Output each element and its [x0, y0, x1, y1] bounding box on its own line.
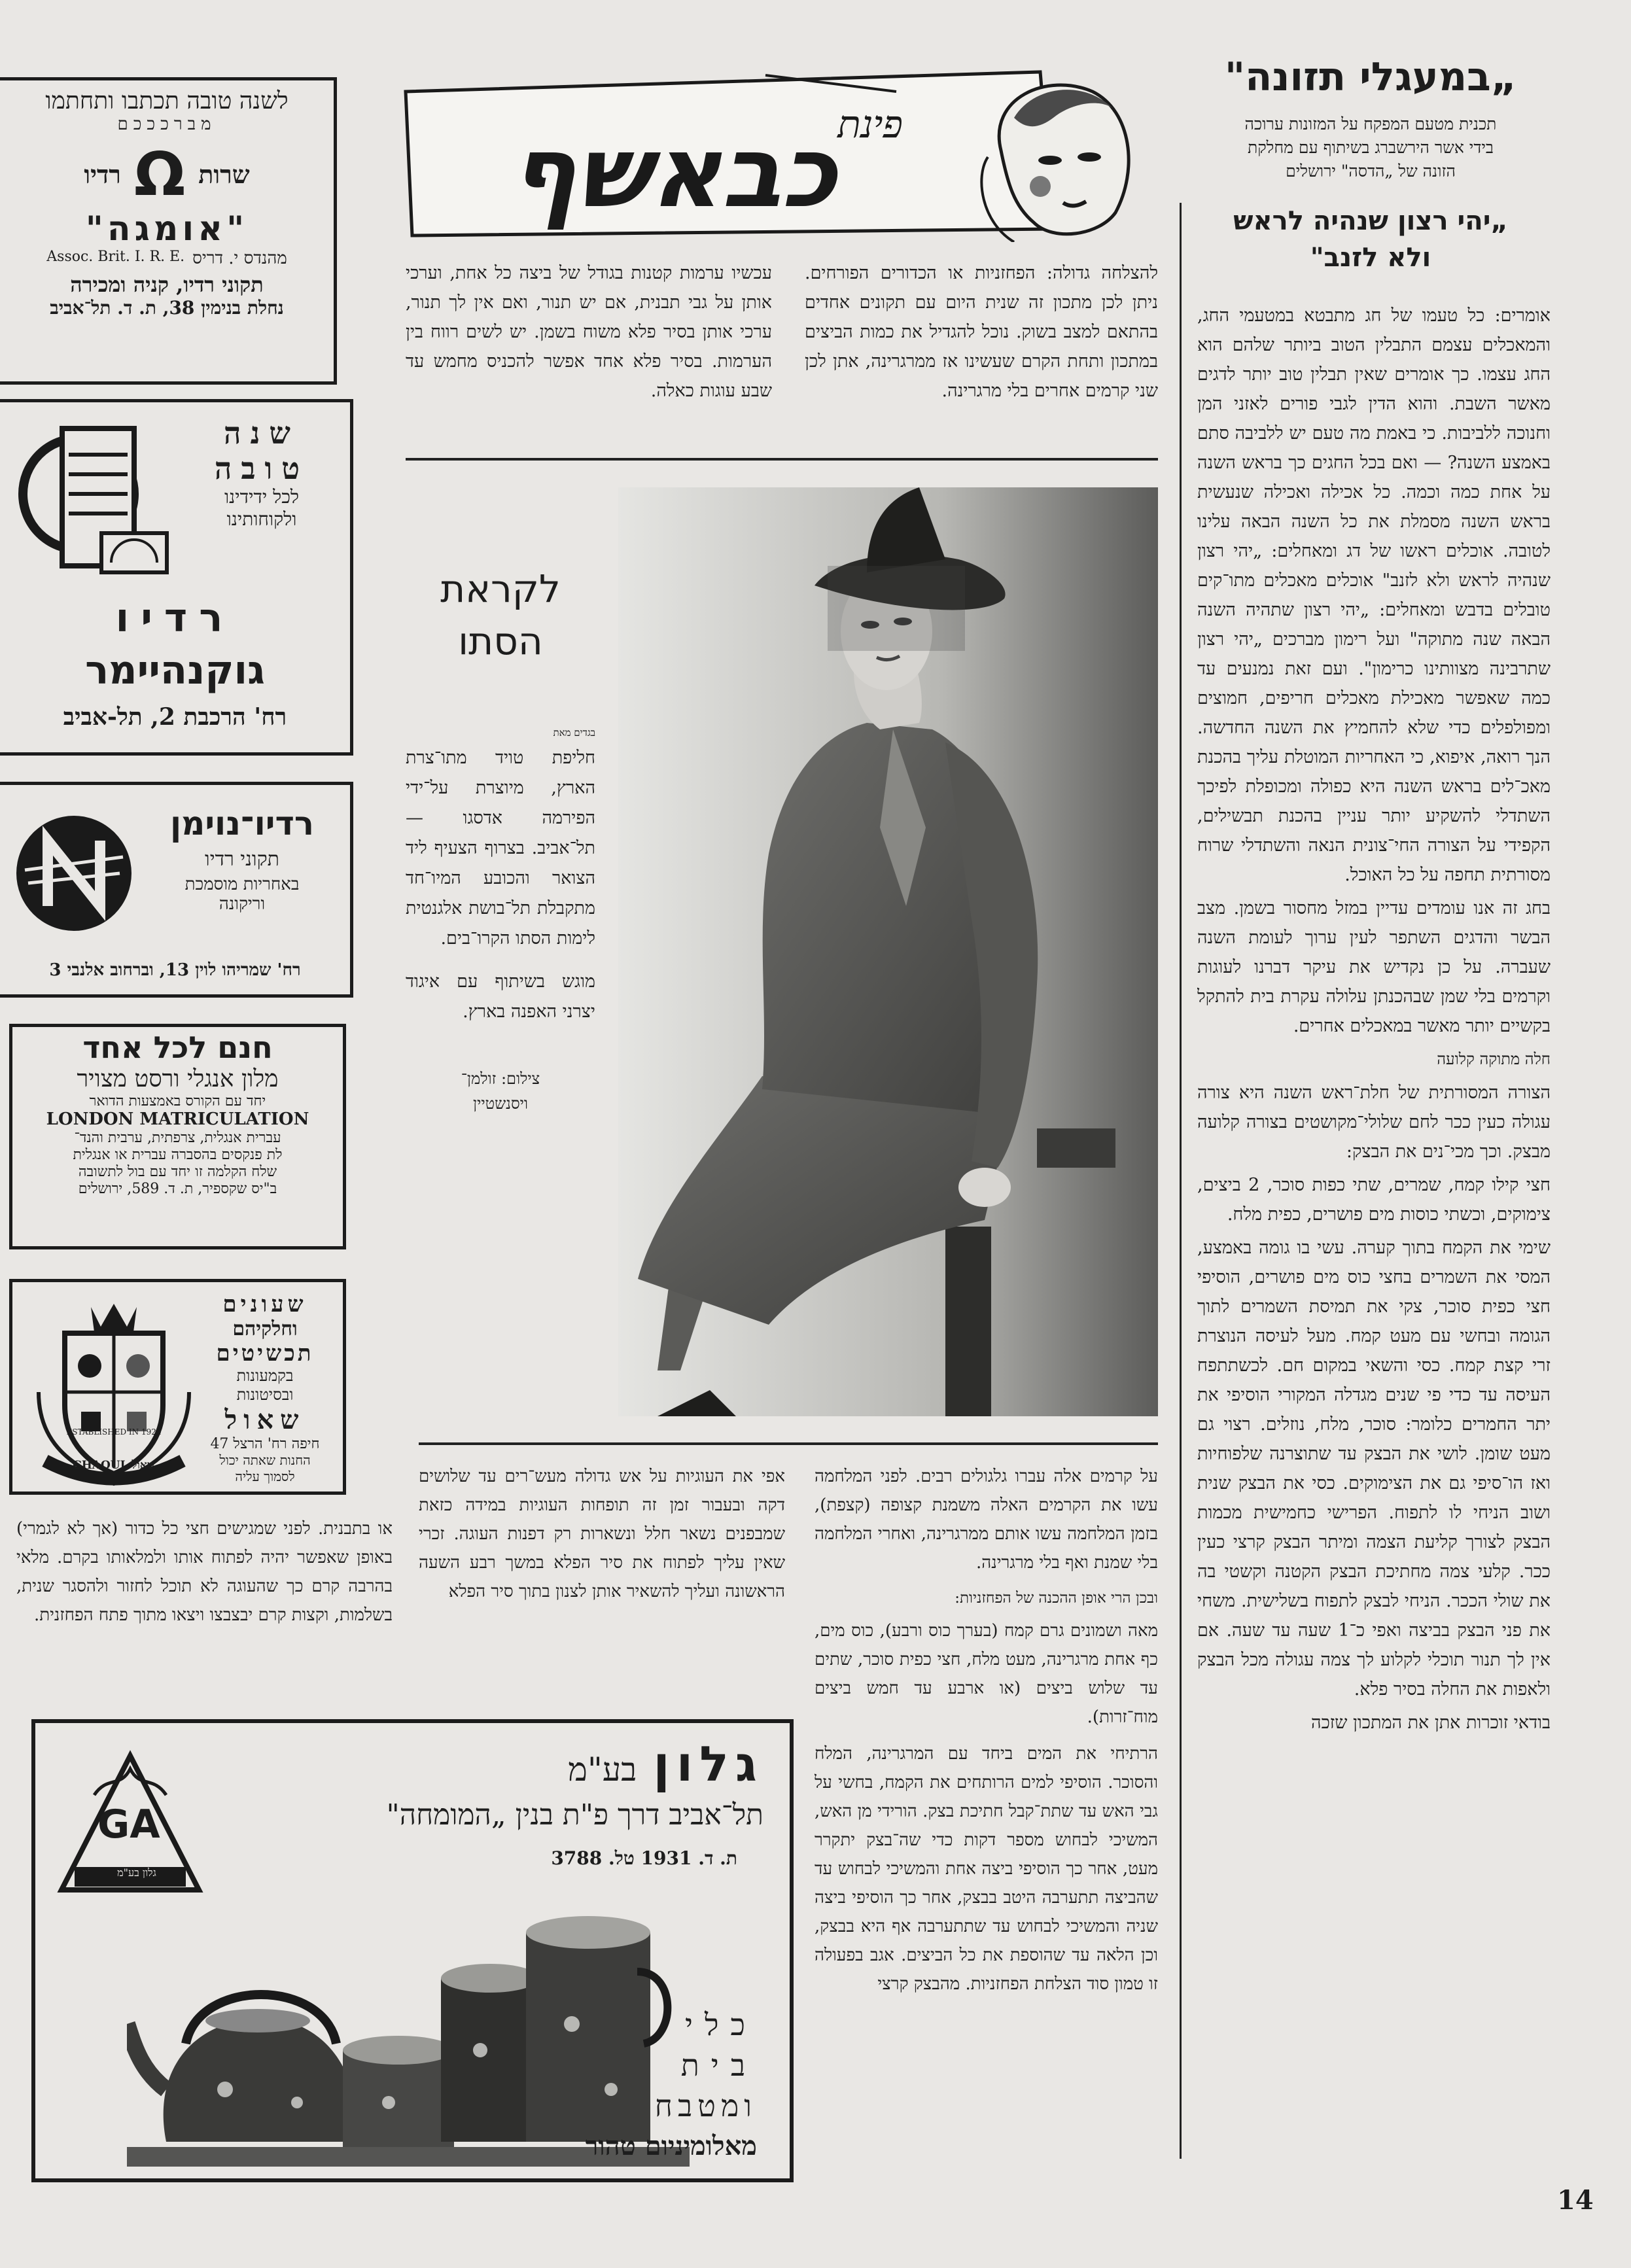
omega-radio: רדיו: [84, 159, 121, 189]
omega-service: שרות: [198, 159, 250, 189]
caption-title-line: לקראת: [440, 567, 561, 611]
galon-tag3: ומטבח: [654, 2088, 757, 2123]
article-title-line: ולא לזנב": [1310, 243, 1431, 273]
gok-text: [186, 415, 337, 531]
subtitle-line: הזונה של „הדסה" ירושלים: [1286, 162, 1456, 181]
gok-line4: ולקוחותינו: [226, 508, 297, 530]
caption-title-line: הסתו: [458, 619, 543, 663]
subhead: חלה מתוקה קלועה: [1437, 1050, 1551, 1068]
caption-body-2: מוגש בשיתוף עם איגוד יצרני האפנה בארץ.: [406, 971, 595, 1022]
omega-engineer-row: [0, 249, 334, 268]
gok-radio: רדיו: [115, 595, 235, 641]
bottom-left-col: אפי את העוגיות על אש גדולה מעש־רים עד שלושים דקה ובעבור זמן זה תופחות העוגיות במידה כזאת שמבפנים נשאר חלל ונשארות רק דפנות העוגה. זכרי שאין עליך לפתוח את סיר הפלא במשך רבע השעה הראשונה ועליך להשאיר אותן לצנון בתוך סיר הפלא: [419, 1467, 785, 1601]
paragraph: בודאי זוכרות אתן את המתכון שזכה: [1311, 1713, 1551, 1733]
chaoul-crest-name: CHAOUL·שאול: [73, 1459, 155, 1472]
galon-phone: ת. ד. 1931 טל. 3788: [551, 1847, 737, 1869]
chaoul-established: ESTABLISHED IN 1924: [66, 1427, 162, 1437]
noiman-text: [144, 805, 340, 914]
omega-radio-ad: [0, 77, 337, 385]
bottom-right-col: [815, 1462, 1158, 2224]
london-title: חנם לכל אחד: [82, 1030, 273, 1065]
photo-caption: [406, 563, 595, 1116]
galon-aluminium-ad: [31, 1719, 794, 2182]
noiman-guarantee: באחריות מוסמכת: [184, 875, 300, 894]
london-line6: לת פנקסים בהסברה עברית או אנגלית: [73, 1147, 283, 1163]
chaoul-tagline2: לסמוך עליה: [235, 1469, 295, 1484]
article-title-line: „יהי רצון שנהיה לראש: [1233, 206, 1508, 236]
omega-engineer: מהנדס י. דריס: [192, 249, 287, 268]
london-matriculation-ad: [9, 1024, 346, 1249]
noiman-radio-ad: [0, 782, 353, 998]
galon-name: גלון: [653, 1736, 763, 1792]
galon-suffix: בע"מ: [568, 1751, 637, 1788]
photo-credit-line: ויסנשטיין: [472, 1094, 529, 1113]
gok-line3: לכל ידידינו: [224, 486, 299, 508]
gok-name: גוקנהיימר: [85, 648, 265, 693]
radio-logo-icon: [16, 415, 180, 585]
chaoul-name: שאול: [224, 1404, 306, 1435]
omega-services: תקוני רדיו, קניה ומכירה: [70, 272, 264, 297]
london-english: LONDON MATRICULATION: [46, 1109, 309, 1129]
chaoul-line1: שעונים: [222, 1291, 307, 1317]
london-line5: עברית אנגלית, צרפתית, ערבית והנד־: [74, 1130, 281, 1146]
chaoul-text: [196, 1291, 334, 1485]
gok-address: רח' הרכבת 2, תל-אביב: [63, 703, 287, 731]
chaoul-line2: וחלקיהם: [232, 1317, 298, 1340]
subtitle-line: בידי אשר הירשברג בשיתוף עם מחלקת: [1248, 138, 1494, 157]
gok-line1: שנה: [224, 415, 300, 451]
column-header: [1187, 51, 1554, 276]
right-column-body: [1197, 301, 1551, 2146]
paragraph: בחג זה אנו עומדים עדיין במזל מחסור בשמן. מצב הבשר והדגים השתפר לעין ערוך לעומת השנה שעברה. על כן נקדיש את עיקר דברנו לעוגות וקרמים בלי שמן שבהכנתן עלולה עקרת בית להתקל בקשיים יותר מאשר במאכלים אחרים.: [1197, 898, 1551, 1036]
banner-word-large: כבאשף: [510, 116, 837, 230]
divider: [419, 1442, 1158, 1445]
article-title: [1187, 203, 1554, 276]
far-left-text: או בתבנית. לפני שמגישים חצי כל כדור (אך לא לגמרי) באופן שאפשר יהיה לפתוח אותו ולמלאותו בקרם. מלאי בהרבה קרם כך שהעוגה לא תוכל לחזור ולהסגר שנית, בשלמות, וקצות קרם יבצבצו ויצאו מתוך פתח הפחזנית.: [16, 1519, 393, 1625]
noiman-logo-icon: [12, 811, 136, 935]
london-institute: מלון אנגלי ורסט מצויר: [77, 1066, 279, 1092]
gokenheimer-radio-ad: [0, 399, 353, 756]
gok-line2: טובה: [214, 451, 309, 486]
column-subtitle: [1187, 113, 1554, 183]
banner-word-small: פינת: [837, 102, 903, 147]
top-text-col2: עכשיו ערמות קטנות בגודל של ביצה כל אחת, וערכי אותן על גבי תבנית, אם יש תנור, ואם אין לך תנור, ערכי אותן בסיר פלא משוח בשמן. יש לשים רווח בין הערמות. בסיר פלא אחד אפשר להכניס מחמש עד שבע עוגות כאלה.: [406, 263, 772, 401]
galon-logo-text: GA: [97, 1802, 160, 1847]
caption-small-credit: בגדים מאת: [553, 727, 595, 739]
london-line7: שלח הקלמה זו יחד עם בול לתשובה: [78, 1164, 277, 1180]
galon-tag2: בית: [680, 2048, 757, 2083]
chaoul-line4: בקמעונות: [236, 1367, 294, 1385]
paragraph: חצי קילו קמח, שמרים, שתי כפות סוכר, 2 ביצים, צימוקים, וכשתי כוסות מים פושרים, כפית מלח.: [1197, 1175, 1551, 1225]
galon-logo-caption: גלון בע"מ: [117, 1866, 156, 1879]
paragraph: הצורה המסורתית של חלת־ראש השנה היא צורה עגולה כעין ככר לחם שלולי־מקושטים בצורה קלועה מבצק. וכך מכי־נים את הבצק:: [1197, 1083, 1551, 1162]
galon-address: תל־אביב דרך פ"ת בנין „המומחה": [386, 1798, 763, 1832]
galon-tag1: כלי: [684, 2007, 757, 2042]
fashion-photo: [618, 487, 1158, 1416]
galon-header: [240, 1736, 763, 1792]
chaoul-address: חיפה רח' הרצל 47: [210, 1436, 320, 1452]
omega-blessing: מברכככם: [117, 114, 217, 134]
chaoul-line5: ובסיטונות: [236, 1386, 294, 1404]
paragraph: אומרים: כל טעמו של חג מתבטא במטעמי החג, והמאכלים עצמם התבלין הטוב ביותר שלהם הוא החג עצמו. כך אומרים שאין תבלין טוב יותר לדגים מאשר השבת. והוא הדין לגבי פורים לאזני המן וחנוכה ללביבות. כי באמת מה טעם יש ללביבה סתם באמצע השנה? — ואם בכל החגים כך בראש השנה על אחת כמה וכמה. כל אכילה ואכילה שנעשית בראש השנה מסמלת את כל השנה הבאה עלינו לטובה. אוכלים ראשו של דג ומאחלים: „יהי רצון שנהיה לראש ולא לזנב" אוכלים מאכלים מתו־קים טובלים בדבש ומאחלים: „יהי רצון שתהיה השנה הבאה שנה מתוקה" ועל רימון מברכים „יהי רצון שתרבינה מצוותינו כרימון". ועם זאת נמנעים עד כמה שאפשר מאכילת מאכלים חריפים, חמוצים ומפולפלים כדי שלא להחמיץ את השנה החדשה. הנך רואה, איפוא, כי האחריות המוטלת עליך בהכנת מאכ־לים בראש השנה היא כפולה ומכופלת לפיכך השתדלי להשקיע יותר עניין בהכנת תבשילים, הקפידי על הצורה החי־צונית הנאה והשתדלי שרוח מסורתית תחפה על כל האוכל.: [1197, 305, 1551, 885]
omega-top-line: לשנה טובה תכתבו ותחתמו: [45, 88, 289, 114]
banner: [399, 65, 1165, 242]
photo-credit: [406, 1066, 595, 1116]
paragraph: שימי את הקמח בתוך קערה. עשי בו גומה באמצע, המסי את השמרים בחצי כוס מים פושרים, הוסיפי חצי כפית סוכר, צקי את תמיסת השמרים לתוך הגומה ובחשי עם מעט קמח. מעל לעיסה הנוצרת זרי קצת קמח. כסי והשאי במקום חם. לכשתתפח העיסה עד כדי פי שנים מגדלה המקורי הוסיפי את יתר החמרים כלומר: סוכר, מלח, נוזלים. רצוי גם מעט שומן. לושי את הבצק עד שתוצרנה שלפוחיות ואז הו־סיפי גם את הצימוקים. כסי את הבצק שנית ושוב הניחי לו לתפוח. הפרישי כחמישית מכמות הבצק לצורך קליעת הצמה ומיתר הבצק קרצי כעין ככר. קלעי צמה מחתיכת הבצק הקטנה וקשטי בה את שולי הככר. הניחי לבצק לתפוח בשלישית. משחי את פני הבצק בביצה ואפי כ־1 שעה עד שעה. אם אין לך תנור תוכלי לקלוע לך צמה עגולה מכל הבצק ולאפות את החלה בסיר פלא.: [1197, 1238, 1551, 1700]
omega-name: "אומגה": [85, 209, 249, 249]
london-line3: יחד עם הקורס באמצעות הדואר: [89, 1093, 266, 1109]
london-address: ב"יס שקספיר, ת. ד. 589, ירושלים: [78, 1181, 277, 1197]
photo-credit-line: צילום: זולמן־: [461, 1070, 540, 1088]
noiman-address: רח' שמריהו לוין 13, וברחוב אלנבי 3: [49, 960, 301, 980]
chaoul-watches-ad: [9, 1279, 346, 1495]
paragraph: הרתיחי את המים ביחד עם המרגרינה, המלח והסוכר. הוסיפי למים הרותחים את הקמח, בחשי על גבי האש עד שתת־קבל חתיכת בצק. הורידי מן האש, המשיכי לבחוש מספר דקות כדי שה־בצק יתקרר מעט, אחר כך הוסיפי ביצה אחת והמשיכי לבחוש עד שהביצה תתערבה היטב בבצק, אחר כך הוסיפי ביצה שניה והמשיכי לבחוש עד שתתערבה אף היא בבצק, וכן הלאה עד שהוספת את כל הביצים. אגב בפעולה זו טמון סוד הצלחת הפחזניות. מהבצק קרצי: [815, 1744, 1158, 1994]
galon-tags: [561, 2004, 757, 2167]
woman-in-suit-image: [618, 487, 1158, 1416]
noiman-title: רדיו־נוימן: [169, 805, 315, 843]
column-divider: [1180, 203, 1182, 2159]
paragraph: על קרמים אלה עברו גלגולים רבים. לפני המלחמה עשו את הקרמים האלה משמנת קצופה (קצפת), בזמן המלחמה עשו אותם ממרגרינה, ואחרי המלחמה בלי שמנת ואף בלי מרגרינה.: [815, 1467, 1158, 1573]
noiman-service: תקוני רדיו: [205, 848, 279, 871]
omega-assoc: Assoc. Brit. I. R. E.: [46, 249, 185, 265]
subhead: ובכן הרי אופן ההכנה של הפחזניות:: [955, 1590, 1158, 1607]
caption-title: [406, 563, 595, 667]
omega-address: נחלת בנימין 38, ת. ד. תל־אביב: [50, 297, 284, 319]
paragraph: מאה ושמונים גרם קמח (בערך כוס ורבע), כוס מים, כף אחת מרגרינה, מעט מלח, חצי כפית סוכר, שתים עד שלוש ביצים (או ארבע עד חמש ביצים מוח־זרות).: [815, 1621, 1158, 1727]
column-title: „במעגלי תזונה": [1224, 54, 1517, 100]
galon-tag4: מאלומיניום טהור: [585, 2131, 757, 2161]
omega-symbol-icon: Ω: [133, 139, 186, 209]
caption-body: חליפת טויד מתו־צרת הארץ, מיוצרת על־ידי הפירמה אדסגו — תל־אביב. בצרוף הצעיף ליד הצואר והכובע המיו־חד מתקבלת תל־בושת אלגנטית לימות הסתו הקרו־בים.: [406, 748, 595, 949]
page-number: 14: [1557, 2185, 1594, 2216]
divider: [406, 458, 1158, 461]
noiman-extra: וריקונה: [219, 894, 266, 914]
top-text-col1: להצלחה גדולה: הפחזניות או הכדורים הפורחים. ניתן לכן מתכון זה שנית היום עם תקונים אחדים בהתאם למצב בשוק. נוכל להגדיל את כמות הביצים במתכון ותחת הקרם שעשינו אז ממרגרינה, אתן לכן שני קרמים אחרים בלי מרגרינה.: [805, 263, 1158, 401]
chaoul-line3: תכשיטים: [216, 1340, 314, 1367]
chaoul-tagline1: החנות שאתה יכול: [219, 1452, 311, 1468]
omega-service-row: [0, 139, 334, 209]
banner-graphic: [399, 65, 1165, 242]
subtitle-line: תכנית מטעם המפקח על המזונות ערוכה: [1244, 114, 1497, 133]
